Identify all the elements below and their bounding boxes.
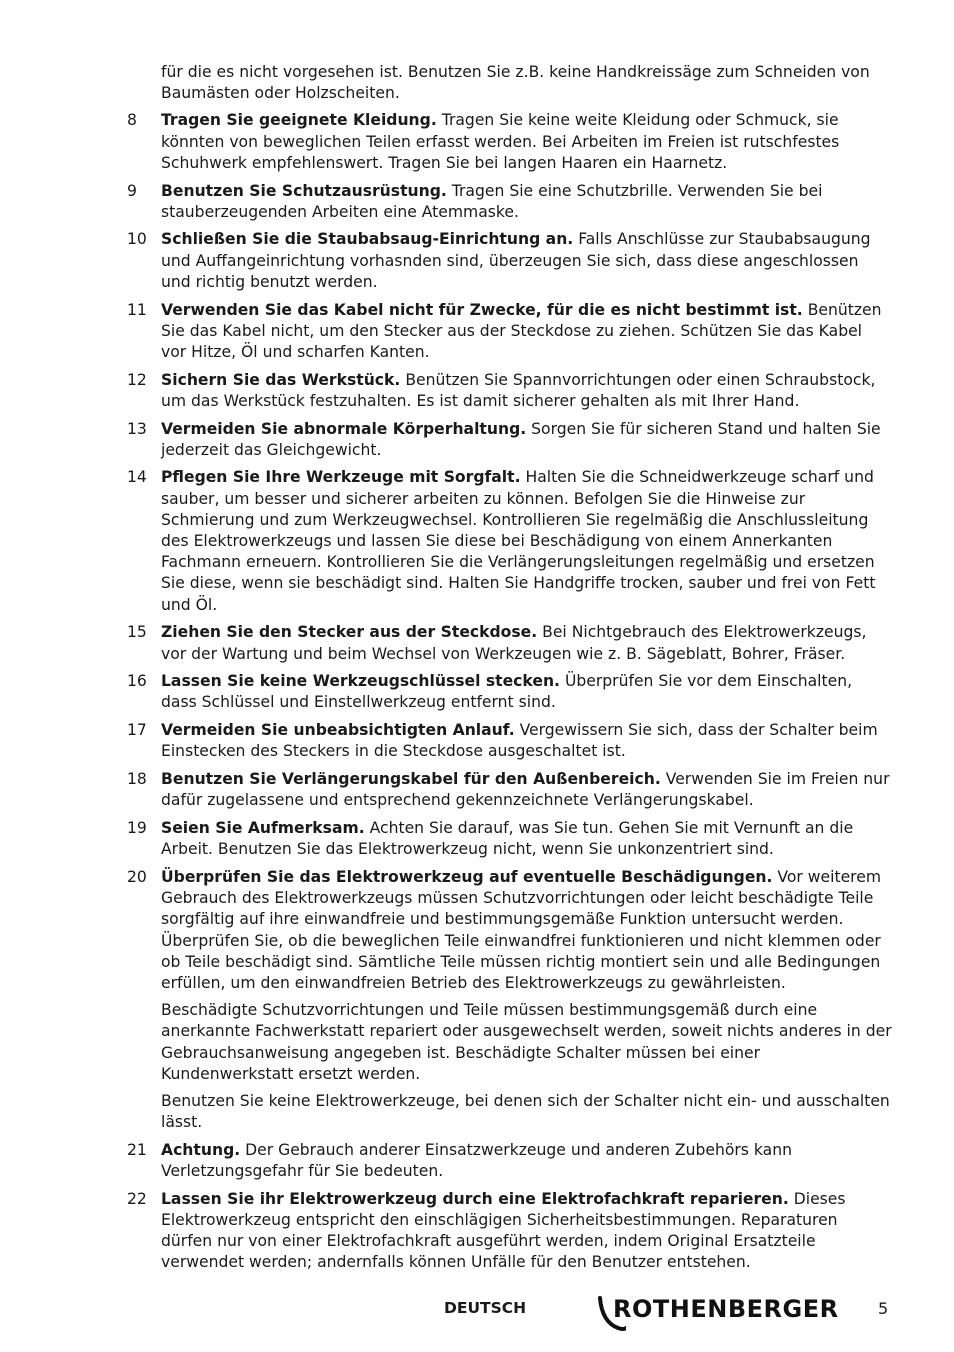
item-text: Vergewissern Sie sich, dass der Schalter beim Einstecken des Steckers in die Steckdose ausgeschaltet ist. (161, 721, 878, 761)
brand-name: ROTHENBERGER (613, 1295, 839, 1323)
item-title: Sichern Sie das Werkstück. (161, 370, 401, 389)
item-number: 20 (127, 867, 147, 886)
item-body (161, 370, 892, 412)
item-title: Verwenden Sie das Kabel nicht für Zwecke, für die es nicht bestimmt ist. (161, 300, 803, 319)
item-text: Bei Nichtgebrauch des Elektrowerkzeugs, vor der Wartung und beim Wechsel von Werkzeugen wie z. B. Sägeblatt, Bohrer, Fräser. (161, 623, 867, 663)
item-body (161, 1189, 892, 1274)
item-body (161, 300, 892, 364)
list-item (127, 181, 892, 223)
list-item (127, 671, 892, 713)
item-paragraph (161, 110, 892, 174)
item-body (161, 419, 892, 461)
item-number: 18 (127, 770, 147, 789)
list-item (127, 300, 892, 364)
item-number: 11 (127, 300, 147, 319)
list-item (127, 818, 892, 860)
item-text: Vor weiterem Gebrauch des Elektrowerkzeugs müssen Schutzvorrichtungen oder leicht beschädigte Teile sorgfältig auf ihre einwandfreie und bestimmungsgemäße Funktion untersucht werden. Überprüfen Sie, ob die beweglichen Teile einwandfrei funktionieren und nicht klemmen oder ob Teile beschädigt sind. Sämtliche Teile müssen richtig montiert sein und alle Bedingungen erfüllen, um den einwandfreien Betrieb des Elektrowerkzeugs zu gewährleisten. (161, 867, 882, 992)
item-paragraph (161, 671, 892, 713)
item-title: Achtung. (161, 1140, 241, 1159)
item-title: Benutzen Sie Verlängerungskabel für den Außenbereich. (161, 770, 661, 789)
item-title: Lassen Sie keine Werkzeugschlüssel stecken. (161, 672, 560, 691)
item-body (161, 867, 892, 1133)
list-item (127, 229, 892, 293)
item-body (161, 818, 892, 860)
list-item (127, 622, 892, 664)
item-extra-paragraph: Benutzen Sie keine Elektrowerkzeuge, bei denen sich der Schalter nicht ein- und ausschalten lässt. (161, 1091, 890, 1132)
item-paragraph (161, 1189, 892, 1274)
item-number: 10 (127, 230, 147, 249)
item-number: 16 (127, 672, 147, 691)
list-item (127, 1140, 892, 1182)
item-number: 9 (127, 181, 137, 200)
item-extra-paragraph: Beschädigte Schutzvorrichtungen und Teile müssen bestimmungsgemäß durch eine anerkannte Fachwerkstatt repariert oder ausgewechselt werden, soweit nichts anderes in der Gebrauchsanweisung angegeben ist. Beschädigte Schalter müssen bei einer Kundenwerkstatt ersetzt werden. (161, 1001, 892, 1083)
item-paragraph (161, 370, 892, 412)
item-title: Vermeiden Sie abnormale Körperhaltung. (161, 419, 527, 438)
item-body (161, 720, 892, 762)
item-title: Schließen Sie die Staubabsaug-Einrichtung an. (161, 230, 574, 249)
item-number: 8 (127, 111, 137, 130)
item-text: Dieses Elektrowerkzeug entspricht den einschlägigen Sicherheitsbestimmungen. Reparaturen dürfen nur von einer Elektrofachkraft ausgeführt werden, indem Original Ersatzteile verwendet werden; andernfalls können Unfälle für den Benutzer entstehen. (161, 1189, 846, 1272)
item-number: 14 (127, 468, 147, 487)
item-paragraph (161, 467, 892, 615)
item-title: Vermeiden Sie unbeabsichtigten Anlauf. (161, 721, 515, 740)
item-text: Halten Sie die Schneidwerkzeuge scharf und sauber, um besser und sicherer arbeiten zu können. Befolgen Sie die Hinweise zur Schmierung und zum Werkzeugwechsel. Kontrollieren Sie regelmäßig die Anschlussleitung des Elektrowerkzeugs und lassen Sie diese bei Beschädigung von einem Annerkanten Fachmann erneuern. Kontrollieren Sie die Verlängerungsleitungen regelmäßig und ersetzen Sie diese, wenn sie beschädigt sind. Halten Sie Handgriffe trocken, sauber und frei von Fett und Öl. (161, 468, 876, 614)
item-paragraph (161, 622, 892, 664)
list-item (127, 419, 892, 461)
list-item (127, 370, 892, 412)
item-paragraph (161, 181, 892, 223)
item-title: Benutzen Sie Schutzausrüstung. (161, 181, 447, 200)
page-number: 5 (878, 1299, 889, 1318)
item-body (161, 181, 892, 223)
item-body (161, 769, 892, 811)
item-paragraph (161, 1140, 892, 1182)
item-paragraph (161, 419, 892, 461)
item-text: Verwenden Sie im Freien nur dafür zugelassene und entsprechend gekennzeichnete Verlängerungskabel. (161, 770, 890, 810)
item-text: Benützen Sie das Kabel nicht, um den Stecker aus der Steckdose zu ziehen. Schützen Sie das Kabel vor Hitze, Öl und scharfen Kanten. (161, 300, 882, 361)
item-text: Überprüfen Sie vor dem Einschalten, dass Schlüssel und Einstellwerkzeug entfernt sind. (161, 672, 853, 712)
item-title: Tragen Sie geeignete Kleidung. (161, 111, 437, 130)
item-number: 15 (127, 623, 147, 642)
item-body (161, 467, 892, 615)
item-text: Sorgen Sie für sicheren Stand und halten Sie jederzeit das Gleichgewicht. (161, 419, 881, 459)
intro-paragraph: für die es nicht vorgesehen ist. Benutzen Sie z.B. keine Handkreissäge zum Schneiden von Baumästen oder Holzscheiten. (161, 63, 870, 103)
item-number: 17 (127, 721, 147, 740)
item-paragraph (161, 229, 892, 293)
brand-logo (596, 1294, 839, 1332)
item-number: 21 (127, 1140, 147, 1159)
item-body (161, 110, 892, 174)
item-paragraph (161, 769, 892, 811)
item-text: Tragen Sie keine weite Kleidung oder Schmuck, sie könnten von beweglichen Teilen erfasst werden. Bei Arbeiten im Freien ist rutschfestes Schuhwerk empfehlenswert. Tragen Sie bei langen Haaren ein Haarnetz. (161, 111, 840, 172)
item-number: 19 (127, 819, 147, 837)
item-text: Falls Anschlüsse zur Staubabsaugung und Auffangeinrichtung vorhasnden sind, überzeugen Sie sich, dass diese angeschlossen und richtig benutzt werden. (161, 230, 871, 291)
list-item (127, 110, 892, 174)
footer-language: DEUTSCH (444, 1299, 527, 1317)
item-text: Achten Sie darauf, was Sie tun. Gehen Sie mit Vernunft an die Arbeit. Benutzen Sie das Elektrowerkzeug nicht, wenn Sie unkonzentriert sind. (161, 819, 854, 859)
list-item (127, 467, 892, 615)
list-item (127, 1189, 892, 1274)
item-text: Tragen Sie eine Schutzbrille. Verwenden Sie bei stauberzeugenden Arbeiten eine Atemmaske. (161, 181, 823, 221)
item-paragraph (161, 867, 892, 994)
instruction-list (127, 110, 892, 1273)
item-paragraph (161, 720, 892, 762)
item-body (161, 671, 892, 713)
list-item (127, 720, 892, 762)
item-number: 13 (127, 419, 147, 438)
item-title: Überprüfen Sie das Elektrowerkzeug auf eventuelle Beschädigungen. (161, 867, 773, 886)
item-number: 12 (127, 370, 147, 389)
item-paragraph (161, 818, 892, 860)
safety-instructions (127, 62, 892, 1280)
item-text: Der Gebrauch anderer Einsatzwerkzeuge und anderen Zubehörs kann Verletzungsgefahr für Sie bedeuten. (161, 1140, 792, 1181)
item-paragraph (161, 300, 892, 364)
item-title: Ziehen Sie den Stecker aus der Steckdose. (161, 623, 538, 642)
list-item (127, 769, 892, 811)
item-body (161, 622, 892, 664)
item-title: Lassen Sie ihr Elektrowerkzeug durch eine Elektrofachkraft reparieren. (161, 1189, 789, 1208)
list-item (127, 867, 892, 1133)
item-title: Pflegen Sie Ihre Werkzeuge mit Sorgfalt. (161, 468, 521, 487)
item-title: Seien Sie Aufmerksam. (161, 819, 365, 837)
item-text: Benützen Sie Spannvorrichtungen oder einen Schraubstock, um das Werkstück festzuhalten. Es ist damit sicherer gehalten als mit Ihrer Hand. (161, 370, 876, 410)
item-number: 22 (127, 1189, 147, 1208)
item-body (161, 229, 892, 293)
item-body (161, 1140, 892, 1182)
